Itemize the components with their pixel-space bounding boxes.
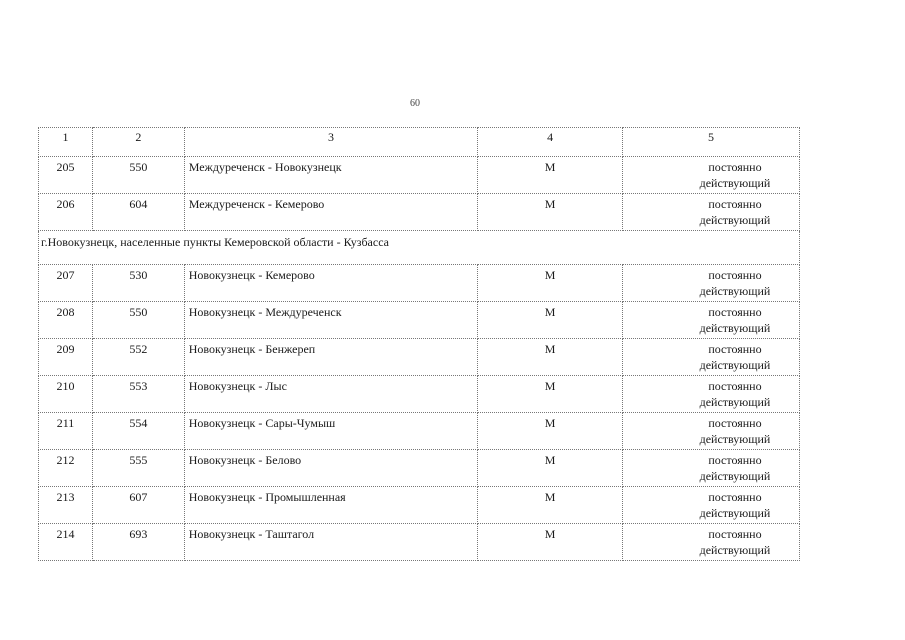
routes-table xyxy=(38,127,800,561)
table-row xyxy=(39,524,800,561)
route-name-cell: Новокузнецк - Лыс xyxy=(184,376,478,413)
row-number-cell: 207 xyxy=(39,265,93,302)
section-title: г.Новокузнецк, населенные пункты Кемеровской области - Кузбасса xyxy=(39,231,800,265)
row-number-cell: 212 xyxy=(39,450,93,487)
row-number-cell: 205 xyxy=(39,157,93,194)
route-name-cell: Новокузнецк - Промышленная xyxy=(184,487,478,524)
status-text: действующий xyxy=(699,176,771,190)
status-text: действующий xyxy=(699,395,771,409)
route-name-cell: Новокузнецк - Бенжереп xyxy=(184,339,478,376)
status-text: постоянно xyxy=(708,160,762,174)
status-text: постоянно xyxy=(708,490,762,504)
column-header-5: 5 xyxy=(622,128,799,157)
status-text: постоянно xyxy=(708,305,762,319)
table-row xyxy=(39,265,800,302)
status-text: действующий xyxy=(699,469,771,483)
row-number-cell: 213 xyxy=(39,487,93,524)
status-text: постоянно xyxy=(708,416,762,430)
route-name-cell: Междуреченск - Кемерово xyxy=(184,194,478,231)
route-status-cell xyxy=(622,339,799,376)
column-header-4: 4 xyxy=(478,128,623,157)
status-text: действующий xyxy=(699,432,771,446)
route-name-cell: Новокузнецк - Таштагол xyxy=(184,524,478,561)
route-name-cell: Новокузнецк - Сары-Чумыш xyxy=(184,413,478,450)
section-header-row xyxy=(39,231,800,265)
status-text: постоянно xyxy=(708,379,762,393)
status-text: действующий xyxy=(699,284,771,298)
route-code-cell: 550 xyxy=(92,302,184,339)
route-type-cell: М xyxy=(478,302,623,339)
route-code-cell: 693 xyxy=(92,524,184,561)
route-type-cell: М xyxy=(478,450,623,487)
route-status-cell xyxy=(622,302,799,339)
route-status-cell xyxy=(622,194,799,231)
route-type-cell: М xyxy=(478,487,623,524)
status-text: постоянно xyxy=(708,197,762,211)
status-text: действующий xyxy=(699,506,771,520)
route-code-cell: 530 xyxy=(92,265,184,302)
status-text: постоянно xyxy=(708,527,762,541)
status-text: действующий xyxy=(699,213,771,227)
route-status-cell xyxy=(622,487,799,524)
route-status-cell xyxy=(622,157,799,194)
table-row xyxy=(39,157,800,194)
table-row xyxy=(39,450,800,487)
route-status-cell xyxy=(622,524,799,561)
row-number-cell: 210 xyxy=(39,376,93,413)
route-code-cell: 554 xyxy=(92,413,184,450)
route-name-cell: Новокузнецк - Междуреченск xyxy=(184,302,478,339)
status-text: постоянно xyxy=(708,342,762,356)
table-row xyxy=(39,302,800,339)
status-text: действующий xyxy=(699,543,771,557)
route-type-cell: М xyxy=(478,265,623,302)
table-row xyxy=(39,376,800,413)
table-header-row xyxy=(39,128,800,157)
page-number: 60 xyxy=(410,98,420,109)
table-row xyxy=(39,194,800,231)
route-status-cell xyxy=(622,450,799,487)
route-name-cell: Новокузнецк - Белово xyxy=(184,450,478,487)
column-header-3: 3 xyxy=(184,128,478,157)
route-status-cell xyxy=(622,413,799,450)
table-row xyxy=(39,413,800,450)
route-type-cell: М xyxy=(478,413,623,450)
route-name-cell: Новокузнецк - Кемерово xyxy=(184,265,478,302)
route-type-cell: М xyxy=(478,157,623,194)
row-number-cell: 206 xyxy=(39,194,93,231)
row-number-cell: 214 xyxy=(39,524,93,561)
route-code-cell: 550 xyxy=(92,157,184,194)
column-header-2: 2 xyxy=(92,128,184,157)
route-code-cell: 555 xyxy=(92,450,184,487)
table-row xyxy=(39,339,800,376)
route-type-cell: М xyxy=(478,376,623,413)
status-text: действующий xyxy=(699,321,771,335)
route-code-cell: 604 xyxy=(92,194,184,231)
route-type-cell: М xyxy=(478,194,623,231)
row-number-cell: 208 xyxy=(39,302,93,339)
status-text: действующий xyxy=(699,358,771,372)
route-code-cell: 607 xyxy=(92,487,184,524)
table-row xyxy=(39,487,800,524)
status-text: постоянно xyxy=(708,268,762,282)
status-text: постоянно xyxy=(708,453,762,467)
row-number-cell: 209 xyxy=(39,339,93,376)
route-type-cell: М xyxy=(478,524,623,561)
column-header-1: 1 xyxy=(39,128,93,157)
row-number-cell: 211 xyxy=(39,413,93,450)
route-status-cell xyxy=(622,265,799,302)
route-status-cell xyxy=(622,376,799,413)
route-code-cell: 552 xyxy=(92,339,184,376)
route-code-cell: 553 xyxy=(92,376,184,413)
route-type-cell: М xyxy=(478,339,623,376)
route-name-cell: Междуреченск - Новокузнецк xyxy=(184,157,478,194)
